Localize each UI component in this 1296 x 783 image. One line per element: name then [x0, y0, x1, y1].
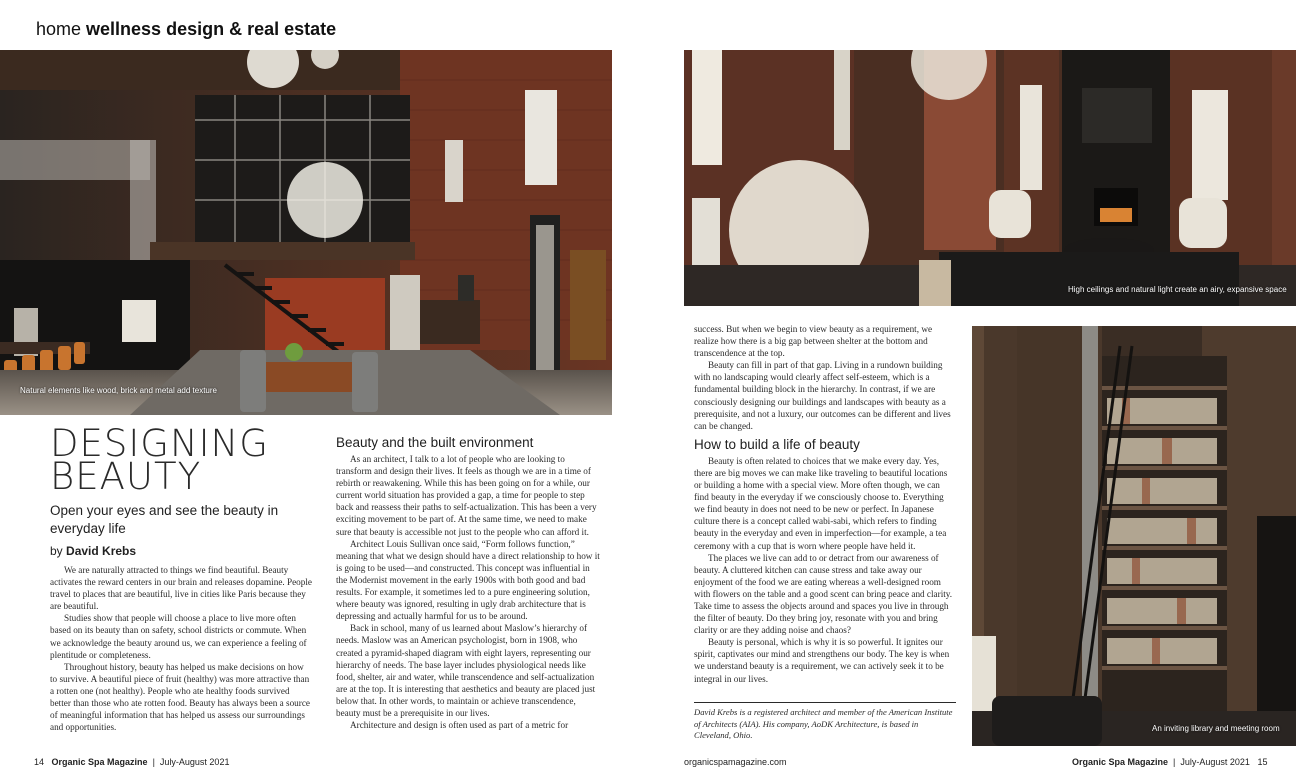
section-header-topic: wellness design & real estate [86, 19, 337, 39]
bio-divider [694, 702, 956, 703]
article-column-1 [50, 564, 312, 733]
author-bio: David Krebs is a registered architect and member of the American Institute of Architects (AIA). His company, AoDK Architecture, is based in Cleveland, Ohio. [694, 707, 953, 741]
library-photo [972, 326, 1296, 746]
body-paragraph: Beauty is often related to choices that we make every day. Yes, there are big moves we can make like traveling to beautiful locations or building a home with a special view. More often though, we can find beauty in the everyday if we consciously choose to. Everything we find beauty in does not need to be new or perfect. In Japanese culture there is a concept called wabi-sabi, which refers to finding beauty in the everyday and even in imperfection—for example, a tea ceremony with a cup that is worn where people have held it. [694, 455, 948, 551]
living-room-illustration [684, 50, 1296, 306]
section-heading-built-environment: Beauty and the built environment [336, 435, 534, 450]
body-paragraph: As an architect, I talk to a lot of people who are looking to transform and design their lives. It feels as though we are in a time of rebirth or reawakening. While this has been going on for a while, our current world situation has provided a gap, a time for people to step back and reassess their paths to self-actualization. This has been a very exciting movement to be part of. At the same time, we need to make sure that beauty is accessible not just to the people who can afford it. [336, 454, 597, 537]
article-column-2 [336, 435, 601, 731]
body-paragraph: Beauty can fill in part of that gap. Living in a rundown building with no landscaping would clearly affect self-esteem, which is a fundamental building block in the hierarchy. In contrast, if we are consciously designing our buildings and landscapes with beauty as a prerequisite, and not a luxury, our outcomes can be different and lives can be changed. [694, 360, 951, 431]
page-number-right: 15 [1257, 757, 1268, 767]
body-paragraph: Studies show that people will choose a place to live more often based on its beauty than on safety, school districts or commute. When we acknowledge the beauty around us, we can experience a feeling of plentitude or completeness. [50, 613, 307, 660]
body-paragraph: Beauty is personal, which is why it is so powerful. It ignites our spirit, captivates our mind and strengthens our body. The key is when we understand beauty is a requirement, we can actively seek it to be integral in our lives. [694, 637, 950, 684]
living-room-photo-caption: High ceilings and natural light create an airy, expansive space [1068, 285, 1287, 294]
byline-author: David Krebs [66, 544, 137, 558]
library-illustration [972, 326, 1296, 746]
loft-illustration [0, 50, 612, 415]
section-header-home: home [36, 19, 82, 39]
article-subtitle: Open your eyes and see the beauty in everyday life [50, 503, 279, 536]
footer-right: Organic Spa Magazine | July-August 2021 15 [1072, 757, 1268, 767]
page-number-left: 14 [34, 757, 45, 767]
article-byline [50, 544, 136, 558]
article-column-3 [694, 323, 956, 685]
living-room-photo [684, 50, 1296, 306]
article-title-line2: BEAUTY [50, 455, 202, 498]
magazine-name-left: Organic Spa Magazine [51, 757, 148, 767]
loft-photo [0, 50, 612, 415]
magazine-name-right: Organic Spa Magazine [1072, 757, 1169, 767]
body-paragraph: Throughout history, beauty has helped us make decisions on how to survive. A beautiful piece of fruit (healthy) was more attractive than a rotten one (not healthy). People who ate healthy foods survived better than those who ate rotten food. Beauty has always been a source of meaningful information that has helped us assess our surroundings and opportunities. [50, 661, 310, 733]
section-header [36, 19, 336, 40]
library-photo-caption: An inviting library and meeting room [1152, 724, 1280, 733]
footer-center [684, 757, 787, 767]
issue-right: July-August 2021 [1180, 757, 1250, 767]
section-heading-life-of-beauty: How to build a life of beauty [694, 436, 860, 452]
website-link[interactable]: organicspamagazine.com [684, 757, 787, 767]
body-paragraph: Architect Louis Sullivan once said, “Form follows function,” meaning that what we design should have a direct relationship to how it is going to be used—and constructed. This concept was influential in the Modernist movement in the early 1900s with both good and bad results. For example, it sometimes led to a pure engineering solution, where beauty was ignored, resulting in ugly drab architecture that is depressing and actually harmful for us to be around. [336, 538, 600, 622]
body-paragraph: Back in school, many of us learned about Maslow’s hierarchy of needs. Maslow was an American psychologist, born in 1908, who created a pyramid-shaped diagram with eight layers, representing our hierarchy of needs. The base layer includes physiological needs like food, shelter, air and water, while transcendence and self-actualization are at the top. It is interesting that aesthetics and beauty are placed just below that. In other words, to maintain or achieve transcendence, beauty must be a prerequisite in our lives. [336, 623, 596, 718]
loft-photo-caption: Natural elements like wood, brick and metal add texture [20, 386, 217, 395]
body-paragraph: We are naturally attracted to things we find beautiful. Beauty activates the reward centers in our brain and releases dopamine. People travel to places that are beautiful, live in cities like Paris because they are beautiful. [50, 565, 312, 612]
body-paragraph: success. But when we begin to view beauty as a requirement, we realize how there is a big gap between shelter at the bottom and transcendence at the top. [694, 324, 933, 359]
byline-prefix: by [50, 544, 63, 558]
body-paragraph: Architecture and design is often used as part of a metric for [350, 720, 569, 731]
article-title-line1: DESIGNING [50, 422, 269, 465]
article-title [50, 422, 320, 498]
issue-left: July-August 2021 [159, 757, 230, 767]
body-paragraph: The places we live can add to or detract from our awareness of beauty. A cluttered kitchen can cause stress and take away our enjoyment of the food we are eating whereas a well-designed room with flowers on the table and a good scent can bring peace and clarity. Take time to assess the objects around and spaces you live in through the filter of beauty. Do they bring joy, resonate with you and bring clarity or are they adding noise and chaos? [694, 552, 953, 636]
footer-left: 14 Organic Spa Magazine | July-August 2021 [34, 757, 230, 767]
